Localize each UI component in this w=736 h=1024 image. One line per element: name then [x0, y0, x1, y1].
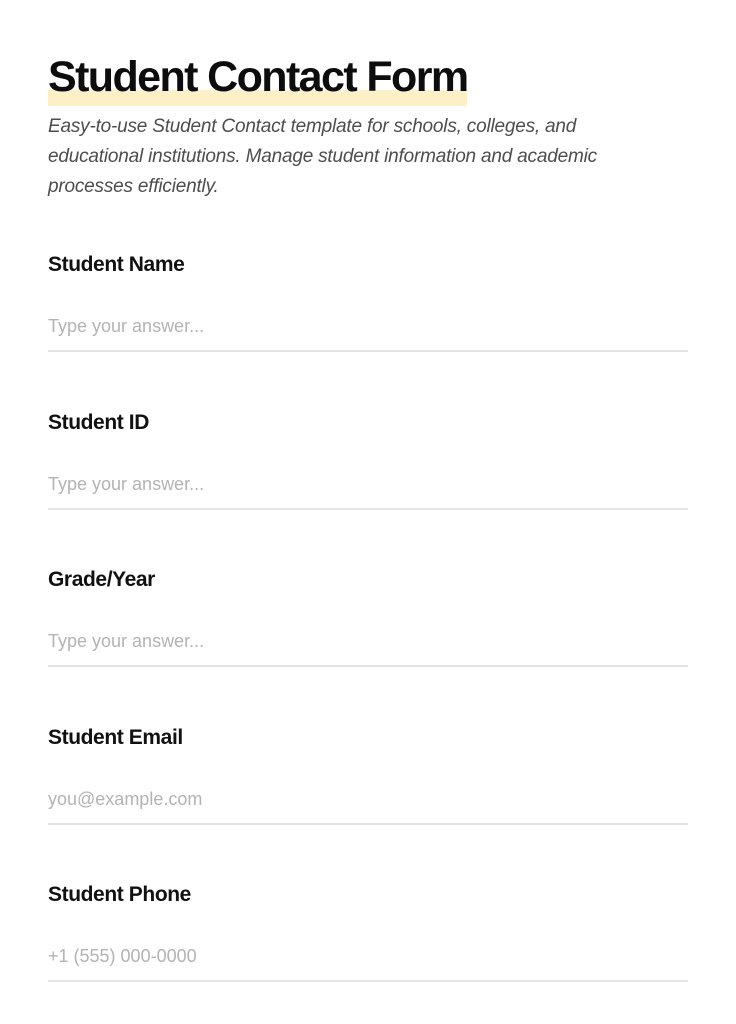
student-id-label: Student ID: [48, 411, 149, 434]
student-id-input[interactable]: [48, 472, 688, 510]
student-phone-input[interactable]: [48, 944, 688, 982]
student-email-label: Student Email: [48, 726, 183, 749]
grade-year-label: Grade/Year: [48, 568, 155, 591]
field-student-name: [48, 252, 688, 352]
grade-year-input[interactable]: [48, 629, 688, 667]
student-name-label: Student Name: [48, 253, 185, 276]
field-student-email: [48, 725, 688, 825]
student-contact-form: [48, 0, 688, 906]
student-email-input[interactable]: [48, 787, 688, 825]
field-student-phone: [48, 882, 688, 982]
student-name-input[interactable]: [48, 314, 688, 352]
form-title: Student Contact Form: [48, 53, 468, 101]
student-phone-label: Student Phone: [48, 883, 191, 906]
field-grade-year: [48, 567, 688, 667]
field-student-id: [48, 410, 688, 510]
form-title-block: [48, 54, 467, 100]
form-description: Easy-to-use Student Contact template for schools, colleges, and educational institutions. Manage student information and academic processes efficiently.: [48, 116, 597, 197]
